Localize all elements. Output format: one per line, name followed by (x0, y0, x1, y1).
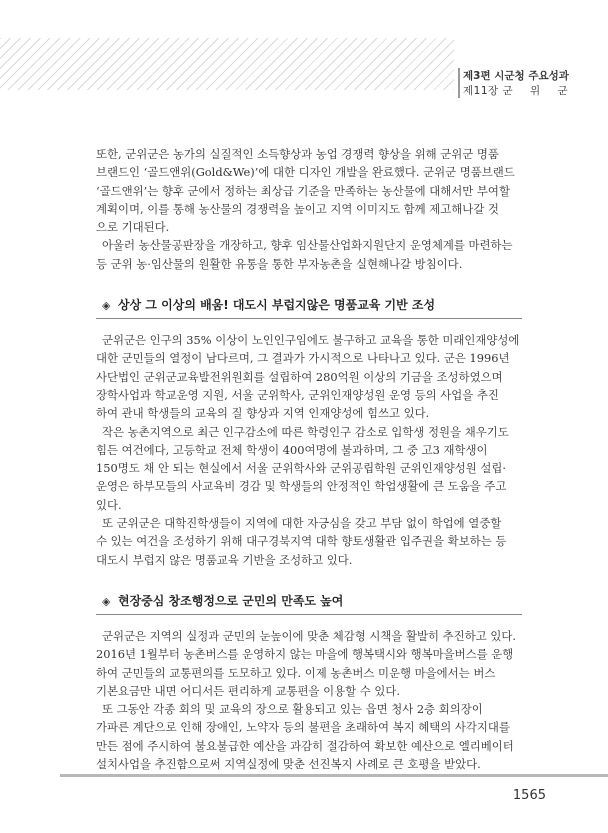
text-line: 또 그동안 각종 회의 및 교육의 장으로 활용되고 있는 읍면 청사 2층 회의장이 (102, 702, 483, 717)
section-heading-education (96, 297, 520, 319)
text-line: 아울러 농산물공판장을 개장하고, 향후 임산물산업화지원단지 운영체계를 마련하는 (102, 238, 513, 253)
text-line: 계획이며, 이를 통해 농산물의 경쟁력을 높이고 지역 이미지도 함께 제고해나갈 것 (96, 201, 499, 216)
page-number: 1565 (512, 788, 546, 803)
chapter-header (454, 38, 608, 97)
text-line: 만든 점에 주시하여 불요불급한 예산을 과감히 절감하여 확보한 예산으로 엘리베이터 (96, 738, 514, 753)
text-line: 힘든 여건에다, 고등학교 전체 학생이 400여명에 불과하며, 그 중 고3 재학생이 (96, 442, 488, 457)
body-text (96, 145, 520, 773)
text-line: 대도시 부럽지 않은 명품교육 기반을 조성하고 있다. (96, 552, 353, 567)
text-line: 하여 군민들의 교통편의를 도모하고 있다. 이제 농촌버스 미운행 마을에서는 버스 (96, 665, 496, 680)
text-line: 기본요금만 내면 어디서든 편리하게 교통편을 이용할 수 있다. (96, 683, 401, 698)
section-title: 상상 그 이상의 배움! 대도시 부럽지않은 명품교육 기반 조성 (118, 298, 436, 313)
header-divider (458, 68, 460, 98)
paragraph (96, 700, 520, 773)
chapter-label (463, 83, 575, 98)
heading-underline (96, 614, 522, 615)
text-line: 군위군은 지역의 실정과 군민의 눈높이에 맞춘 체감형 시책을 활발히 추진하고 있다. (102, 628, 516, 643)
diamond-bullet-icon: ◈ (102, 594, 111, 608)
paragraph (96, 331, 520, 422)
text-line: 또한, 군위군은 농가의 실질적인 소득향상과 농업 경쟁력 향상을 위해 군위군 명품 (96, 147, 499, 161)
intro-paragraph-2 (96, 236, 520, 273)
text-line: 군위군은 인구의 35% 이상이 노인인구임에도 불구하고 교육을 통한 미래인재양성에 (102, 333, 520, 348)
text-line: 수 있는 여건을 조성하기 위해 대구경북지역 대학 향토생활관 입주권을 확보하는 등 (96, 534, 507, 549)
text-line: 하여 관내 학생들의 교육의 질 향상과 지역 인재양성에 힘쓰고 있다. (96, 406, 430, 421)
intro-paragraph (96, 145, 520, 236)
diamond-bullet-icon: ◈ (102, 299, 111, 313)
paragraph (96, 423, 520, 514)
text-line: 2016년 1월부터 농촌버스를 운영하지 않는 마을에 행복택시와 행복마을버스를 운행 (96, 647, 514, 662)
text-line: 대한 군민들의 열정이 남다르며, 그 결과가 가시적으로 나타나고 있다. 군은 1996년 (96, 351, 510, 366)
text-line: 운영은 하부모들의 사교육비 경감 및 학생들의 안정적인 학업생활에 큰 도움을 주고 (96, 479, 507, 494)
text-line: ‘골드앤위’는 향후 군에서 정하는 최상급 기준을 만족하는 농산물에 대해서만 부여할 (96, 183, 510, 198)
section-heading-administration (96, 593, 520, 615)
text-line: 브랜드인 ‘골드앤위(Gold&We)’에 대한 디자인 개발을 완료했다. 군위군 명품브랜드 (96, 165, 515, 180)
heading-underline (96, 318, 522, 319)
chapter-name: 군 위 군 (502, 85, 575, 97)
paragraph (96, 514, 520, 569)
footer-rule (60, 774, 608, 777)
text-line: 등 군위 농·임산물의 원활한 유통을 통한 부자농촌을 실현해나갈 방침이다. (96, 256, 463, 271)
chapter-prefix: 제11장 (463, 85, 499, 97)
part-label: 제3편 시군청 주요성과 (463, 70, 569, 82)
text-line: 장학사업과 학교운영 지원, 서울 군위학사, 군위인재양성원 운영 등의 사업을 추진 (96, 387, 499, 402)
text-line: 설치사업을 추진함으로써 지역실정에 맞춘 선진복지 사례로 큰 호평을 받았다. (96, 757, 481, 772)
text-line: 가파른 계단으로 인해 장애인, 노약자 등의 불편을 초래하여 복지 혜택의 사각지대를 (96, 720, 510, 735)
paragraph (96, 627, 520, 700)
text-line: 사단법인 군위군교육발전위원회를 설립하여 280억원 이상의 기금을 조성하였으며 (96, 369, 503, 384)
text-line: 150명도 채 안 되는 현실에서 서울 군위학사와 군위공립학원 군위인재양성원 설립· (96, 461, 507, 476)
text-line: 으로 기대된다. (96, 220, 170, 235)
text-line: 또 군위군은 대학진학생들이 지역에 대한 자긍심을 갖고 부담 없이 학업에 열중할 (102, 516, 502, 531)
text-line: 있다. (96, 497, 122, 512)
text-line: 작은 농촌지역으로 최근 인구감소에 따른 학령인구 감소로 입학생 정원을 채우기도 (102, 424, 509, 439)
section-title: 현장중심 창조행정으로 군민의 만족도 높여 (118, 593, 344, 608)
